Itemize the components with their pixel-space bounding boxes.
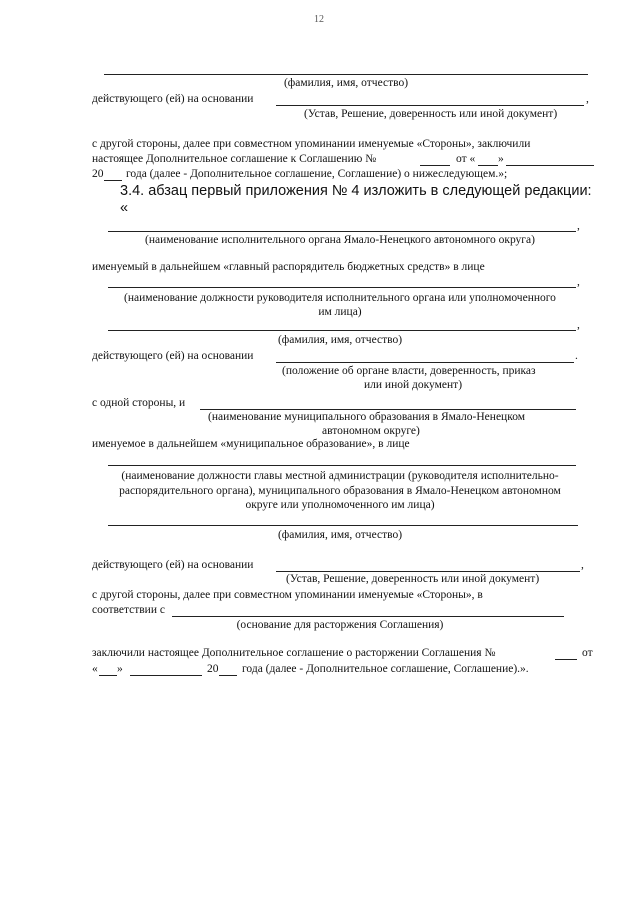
- position-line: [108, 287, 576, 288]
- other-side-2-line-1: с другой стороны, далее при совместном упоминании именуемые «Стороны», в: [92, 589, 483, 601]
- head-caption-3: округе или уполномоченного им лица): [245, 499, 435, 511]
- acting-basis-label-2: действующего (ей) на основании: [92, 350, 254, 362]
- page-number: 12: [314, 14, 324, 25]
- org-name-line: [108, 231, 576, 232]
- municipality-caption-1: (наименование муниципального образования в Ямало-Ненецком: [208, 411, 526, 423]
- final-number-fill: [555, 659, 577, 660]
- position-comma: ,: [577, 276, 580, 288]
- authority-caption-1: (положение об органе власти, доверенность, приказ: [282, 365, 536, 377]
- final-year-fill: [219, 675, 237, 676]
- item-heading: 3.4. абзац первый приложения № 4 изложить в следующей редакции:: [120, 183, 592, 199]
- final-day-fill: [99, 675, 117, 676]
- fio-comma: ,: [577, 319, 580, 331]
- year-fill: [104, 180, 122, 181]
- final-line-2c: 20: [207, 663, 219, 675]
- fio-caption-3: (фамилия, имя, отчество): [277, 529, 403, 541]
- authority-period: .: [575, 350, 578, 362]
- open-quote: «: [120, 200, 129, 216]
- termination-basis-line: [172, 616, 564, 617]
- municipality-line: [200, 409, 576, 410]
- position-caption-1: (наименование должности руководителя исполнительного органа или уполномоченного: [124, 292, 556, 304]
- acting-basis-label-3: действующего (ей) на основании: [92, 559, 254, 571]
- position-caption-2: им лица): [318, 306, 362, 318]
- fio-caption-2: (фамилия, имя, отчество): [277, 334, 403, 346]
- basis-fill-line-2: [276, 571, 580, 572]
- authority-caption-2: или иной документ): [364, 379, 463, 391]
- signature-line: [104, 74, 588, 75]
- day-fill: [478, 165, 498, 166]
- basis-comma-2: ,: [581, 559, 584, 571]
- head-line: [108, 465, 576, 466]
- month-fill: [506, 165, 594, 166]
- head-caption-2: распорядительного органа), муниципального образования в Ямало-Ненецком автономном: [119, 485, 561, 497]
- head-caption-1: (наименование должности главы местной администрации (руководителя исполнительно-: [121, 470, 559, 482]
- municipality-caption-2: автономном округе): [322, 425, 420, 437]
- final-line-1a: заключили настоящее Дополнительное соглашение о расторжении Соглашения №: [92, 647, 496, 659]
- other-side-line-3b: года (далее - Дополнительное соглашение, Соглашение) о нижеследующем.»;: [126, 168, 508, 180]
- basis-fill-line: [276, 105, 584, 106]
- named-mun-text: именуемое в дальнейшем «муниципальное образование», в лице: [92, 438, 410, 450]
- acting-basis-label: действующего (ей) на основании: [92, 93, 254, 105]
- final-line-2d: года (далее - Дополнительное соглашение, Соглашение).».: [242, 663, 529, 675]
- other-side-line-2a: настоящее Дополнительное соглашение к Соглашению №: [92, 153, 377, 165]
- final-month-fill: [130, 675, 202, 676]
- named-as-text: именуемый в дальнейшем «главный распорядитель бюджетных средств» в лице: [92, 261, 485, 273]
- one-side-text: с одной стороны, и: [92, 397, 186, 409]
- other-side-line-2b: от «: [456, 153, 476, 165]
- agreement-number-fill: [420, 165, 450, 166]
- basis-caption: (Устав, Решение, доверенность или иной документ): [304, 108, 558, 120]
- final-line-1b: от: [582, 647, 593, 659]
- other-side-line-2c: »: [498, 153, 504, 165]
- final-line-2a: «: [92, 663, 98, 675]
- basis-caption-2: (Устав, Решение, доверенность или иной документ): [286, 573, 540, 585]
- other-side-2-line-2: соответствии с: [92, 604, 165, 616]
- fio-caption: (фамилия, имя, отчество): [283, 77, 409, 89]
- org-caption: (наименование исполнительного органа Ямало-Ненецкого автономного округа): [145, 234, 535, 246]
- fio-line: [108, 330, 576, 331]
- final-line-2b: »: [117, 663, 123, 675]
- fio-line-2: [108, 525, 578, 526]
- termination-caption: (основание для расторжения Соглашения): [236, 619, 444, 631]
- other-side-line-3a: 20: [92, 168, 104, 180]
- other-side-line-1: с другой стороны, далее при совместном упоминании именуемые «Стороны», заключили: [92, 138, 531, 150]
- org-comma: ,: [577, 220, 580, 232]
- trailing-comma: ,: [586, 93, 589, 105]
- authority-fill-line: [276, 362, 574, 363]
